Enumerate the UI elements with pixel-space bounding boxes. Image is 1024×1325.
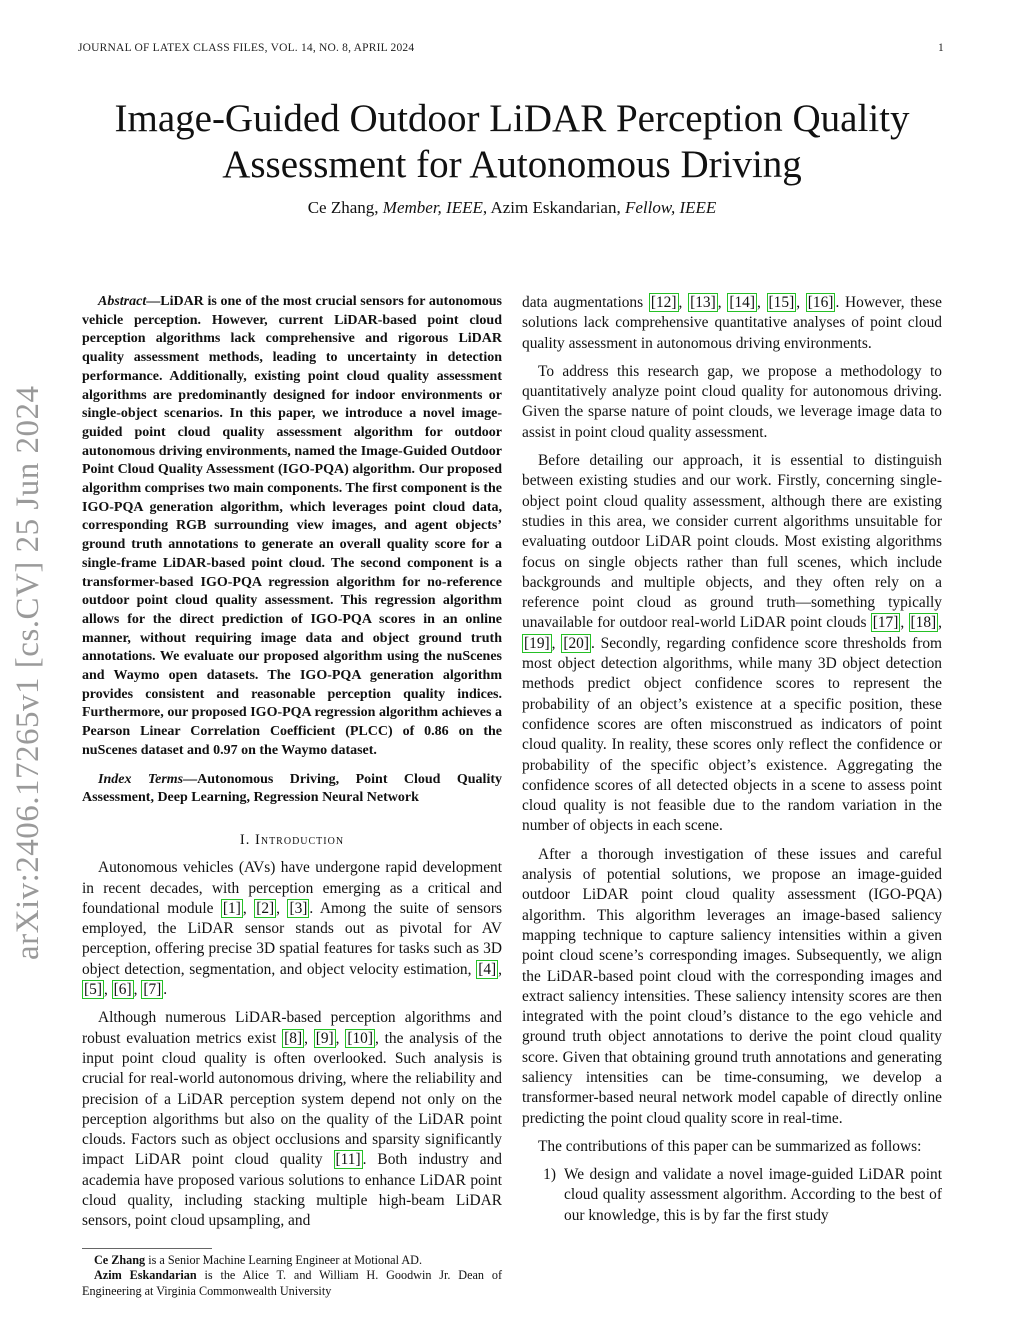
paragraph-text: . Secondly, regarding confidence score thresholds from most object detection algorithms, while many 3D object detection methods predict object confidence scores to represent the probability of an object’s existence at a specific position, these confidence scores are often misconstrued as indicators of point cloud quality. In reality, these scores only reflect the confidence or probability of the specific object’s existence. Aggregating the confidence scores of all detected objects in a scene to assess point cloud quality is not feasible due to the random variation in the number of objects in each scene. bbox=[522, 634, 942, 835]
footnote-name: Azim Eskandarian bbox=[94, 1268, 197, 1283]
footnote bbox=[82, 1268, 502, 1299]
body-paragraph: Before detailing our approach, it is essential to distinguish between existing studies and our work. Firstly, concerning single-object point cloud quality assessment, although there are existing studies in this area, we consider current algorithms unsuitable for evaluating outdoor LiDAR point clouds. Most existing algorithms focus on single objects rather than full scenes, which include backgrounds and multiple objects, and they often rely on a reference point cloud as ground truth—something typically unavailable for outdoor real-world LiDAR point clouds [17] , [18] , [19] , [20] . Secondly, regarding confidence score thresholds from most object detection algorithms, while many 3D object detection methods predict object confidence scores to represent the probability of an object’s existence at a specific position, these confidence scores are often misconstrued as indicators of point cloud quality. In reality, these scores only reflect the confidence or probability of the specific object’s existence. Aggregating the confidence scores of all detected objects in a scene to assess point cloud quality is not feasible due to the random variation in the number of objects in each scene. bbox=[522, 452, 943, 835]
arxiv-stamp: arXiv:2406.17265v1 [cs.CV] 25 Jun 2024 bbox=[10, 385, 46, 960]
abstract-text: LiDAR is one of the most crucial sensors for autonomous vehicle perception. However, current LiDAR-based point cloud perception algorithms lack comprehensive and rigorous LiDAR quality assessment methods, leading to uncertainty in detection performance. Additionally, existing point cloud quality assessment algorithms are predominantly designed for indoor environments or single-object scenarios. In this paper, we introduce a novel image-guided point cloud quality assessment algorithm for outdoor autonomous driving environments, named the Image-Guided Outdoor Point Cloud Quality Assessment (IGO-PQA) algorithm. Our proposed algorithm comprises two main components. The first component is the IGO-PQA generation algorithm, which leverages point cloud data, corresponding RGB surrounding view images, and agent objects’ ground truth annotations to generate an overall quality score for a single-frame LiDAR-based point cloud. The second component is a transformer-based IGO-PQA regression algorithm for no-reference outdoor point cloud quality assessment. This regression algorithm allows for the direct prediction of IGO-PQA scores in an online manner, without requiring image data and object ground truth annotations. We evaluate our proposed algorithm using the nuScenes and Waymo open datasets. The IGO-PQA generation algorithm provides consistent and reasonable perception quality indices. Furthermore, our proposed IGO-PQA regression algorithm achieves a Pearson Linear Correlation Coefficient (PLCC) of 0.86 on the nuScenes dataset and 0.97 on the Waymo dataset. bbox=[82, 294, 502, 758]
citation-link[interactable]: [17] bbox=[872, 614, 899, 632]
citation-link[interactable]: [5] bbox=[84, 981, 102, 999]
citation-link[interactable]: [10] bbox=[347, 1029, 373, 1047]
section-heading bbox=[82, 830, 502, 850]
intro-paragraph-2: Although numerous LiDAR-based perception algorithms and robust evaluation metrics exist [8] , [9] , [10] , the analysis of the input point cloud quality is often overlooked. Such analysis is crucial for real-world autonomous driving, where the reliability and precision of a LiDAR perception system depend not only on the perception algorithms but also on the quality of the LiDAR point clouds. Factors such as object occlusions and sparsity significantly impact LiDAR point cloud quality [11] . Both industry and academia have proposed various solutions to enhance LiDAR point cloud quality, including stacking multiple high-beam LiDAR sensors, point cloud upsampling, and bbox=[82, 1009, 502, 1230]
footnote-divider bbox=[82, 1248, 212, 1249]
author-name: Azim Eskandarian bbox=[490, 198, 617, 217]
footnote bbox=[82, 1253, 502, 1269]
running-header: JOURNAL OF LATEX CLASS FILES, VOL. 14, NO. 8, APRIL 2024 bbox=[78, 42, 415, 54]
paragraph-text: . Among the suite of sensors employed, the LiDAR sensor stands out as pivotal for AV perception, offering precise 3D spatial features for tasks such as 3D object detection, segmentation, and object velocity estimation, bbox=[82, 899, 502, 978]
section-number: I. bbox=[239, 831, 251, 848]
abstract-label: Abstract bbox=[98, 294, 147, 309]
author-line: Ce Zhang, Member, IEEE, Azim Eskandarian, Fellow, IEEE bbox=[307, 198, 717, 217]
paragraph-text: Autonomous vehicles (AVs) have undergone rapid development in recent decades, with perception emerging as a critical and foundational module bbox=[82, 859, 502, 917]
paragraph-text: . However, these solutions lack comprehensive quantitative analyses of point cloud quality assessment in autonomous driving environments. bbox=[522, 294, 942, 352]
citation-link[interactable]: [19] bbox=[524, 634, 550, 652]
citation-link[interactable]: [3] bbox=[289, 899, 308, 917]
paragraph-text: , the analysis of the input point cloud quality is often overlooked. Such analysis is crucial for real-world autonomous driving, where the reliability and precision of a LiDAR perception system depend not only on the perception algorithms but also on the quality of the LiDAR point clouds. Factors such as object occlusions and sparsity significantly impact LiDAR point cloud quality bbox=[82, 1029, 502, 1169]
index-terms-text: Autonomous Driving, Point Cloud Quality Assessment, Deep Learning, Regression Neural Network bbox=[82, 771, 503, 806]
citation-link[interactable]: [8] bbox=[284, 1029, 303, 1047]
citation-link[interactable]: [11] bbox=[335, 1151, 361, 1169]
abstract: Abstract—LiDAR is one of the most crucial sensors for autonomous vehicle perception. However, current LiDAR-based point cloud perception algorithms lack comprehensive and rigorous LiDAR quality assessment methods, leading to uncertainty in detection performance. Additionally, existing point cloud quality assessment algorithms are predominantly designed for indoor environments or single-object scenarios. In this paper, we introduce a novel image-guided point cloud quality assessment algorithm for outdoor autonomous driving environments, named the Image-Guided Outdoor Point Cloud Quality Assessment (IGO-PQA) algorithm. Our proposed algorithm comprises two main components. The first component is the IGO-PQA generation algorithm, which leverages point cloud data, corresponding RGB surrounding view images, and agent objects’ ground truth annotations to generate an overall quality score for a single-frame LiDAR-based point cloud. The second component is a transformer-based IGO-PQA regression algorithm for no-reference outdoor point cloud quality assessment. This regression algorithm allows for the direct prediction of IGO-PQA scores in an online manner, without requiring image data and object ground truth annotations. We evaluate our proposed algorithm using the nuScenes and Waymo open datasets. The IGO-PQA generation algorithm provides consistent and reasonable perception quality indices. Furthermore, our proposed IGO-PQA regression algorithm achieves a Pearson Linear Correlation Coefficient (PLCC) of 0.86 on the nuScenes dataset and 0.97 on the Waymo dataset. bbox=[82, 294, 502, 758]
body-paragraph: data augmentations [12] , [13] , [14] , [15] , [16] . However, these solutions lack comprehensive quantitative analyses of point cloud quality assessment in autonomous driving environments. bbox=[522, 294, 942, 352]
list-text: We design and validate a novel image-guided LiDAR point cloud quality assessment algorithm. According to the best of our knowledge, this is by far the first study bbox=[564, 1166, 942, 1224]
author-role: Fellow, IEEE bbox=[624, 198, 717, 217]
citation-link[interactable]: [15] bbox=[768, 294, 795, 311]
author-name: Ce Zhang bbox=[307, 198, 375, 217]
citation-link[interactable]: [9] bbox=[315, 1029, 334, 1047]
citation-link[interactable]: [13] bbox=[690, 294, 716, 311]
paragraph-text: Although numerous LiDAR-based perception algorithms and robust evaluation metrics exist bbox=[82, 1009, 502, 1047]
left-column bbox=[82, 293, 502, 1299]
body-paragraph: The contributions of this paper can be summarized as follows: bbox=[538, 1137, 922, 1155]
index-terms-label: Index Terms bbox=[98, 771, 184, 787]
page-number: 1 bbox=[938, 42, 944, 54]
body-paragraph: After a thorough investigation of these issues and careful analysis of potential solutions, we propose an image-guided outdoor LiDAR point cloud quality assessment (IGO-PQA) algorithm. This algorithm leverages an image-based saliency mapping technique to capture saliency intensities within a given point cloud scene’s corresponding images. Subsequently, we align the LiDAR-based point cloud with the corresponding images and extract saliency intensities. These saliency intensity scores are then integrated with the point cloud’s distance to the ego vehicle and ground truth object annotations to derive the point cloud quality score. Given that obtaining ground truth annotations and generating saliency intensities can be time-consuming, we develop a transformer-based neural network model capable of directly online predicting the point cloud quality score in real-time. bbox=[522, 845, 942, 1127]
citation-link[interactable]: [12] bbox=[650, 294, 677, 311]
citation-link[interactable]: [18] bbox=[910, 614, 937, 632]
citation-link[interactable]: [6] bbox=[113, 981, 132, 999]
footnote-name: Ce Zhang bbox=[94, 1252, 146, 1267]
citation-link[interactable]: [14] bbox=[729, 294, 755, 311]
citation-link[interactable]: [16] bbox=[807, 294, 834, 311]
paragraph-text: Before detailing our approach, it is essential to distinguish between existing studies and our work. Firstly, concerning single-object point cloud quality assessment, although there are existing studies in this area, we consider current algorithms unsuitable for evaluating outdoor LiDAR point clouds. Most existing algorithms focus on single objects rather than full scenes, which include backgrounds and multiple objects, and they often rely on a reference point cloud as ground truth—something typically unavailable for outdoor real-world LiDAR point clouds bbox=[522, 452, 942, 632]
contribution-list-item bbox=[522, 1165, 942, 1226]
author-role: Member, IEEE bbox=[382, 198, 483, 217]
citation-link[interactable]: [7] bbox=[143, 981, 162, 999]
citation-link[interactable]: [20] bbox=[563, 634, 589, 652]
citation-link[interactable]: [2] bbox=[256, 899, 275, 917]
body-paragraph: To address this research gap, we propose a methodology to quantitatively analyze point cloud quality for autonomous driving. Given the sparse nature of point clouds, we leverage image data to assist in point cloud quality assessment. bbox=[522, 362, 942, 441]
section-title: Introduction bbox=[255, 831, 345, 848]
list-number: 1) bbox=[543, 1166, 556, 1184]
paragraph-text: data augmentations bbox=[522, 294, 649, 311]
citation-link[interactable]: [1] bbox=[222, 899, 241, 917]
intro-paragraph-1: Autonomous vehicles (AVs) have undergone rapid development in recent decades, with perception emerging as a critical and foundational module [1] , [2] , [3] . Among the suite of sensors employed, the LiDAR sensor stands out as pivotal for AV perception, offering precise 3D spatial features for tasks such as 3D object detection, segmentation, and object velocity estimation, [4] , [5] , [6] , [7] . bbox=[82, 859, 502, 999]
paragraph-text: . Both industry and academia have proposed various solutions to enhance LiDAR point cloud quality, including stacking multiple high-beam LiDAR sensors, point cloud upsampling, and bbox=[82, 1151, 502, 1230]
citation-link[interactable]: [4] bbox=[478, 960, 497, 978]
right-column bbox=[522, 293, 942, 1226]
footnote-text: is the Alice T. and William H. Goodwin Jr. Dean of Engineering at Virginia Commonwealth University bbox=[82, 1268, 503, 1298]
footnote-text: is a Senior Machine Learning Engineer at Motional AD. bbox=[145, 1252, 422, 1267]
paper-title: Image-Guided Outdoor LiDAR Perception Quality Assessment for Autonomous Driving bbox=[114, 97, 910, 186]
index-terms: Index Terms—Autonomous Driving, Point Cloud Quality Assessment, Deep Learning, Regression Neural Network bbox=[82, 771, 503, 806]
